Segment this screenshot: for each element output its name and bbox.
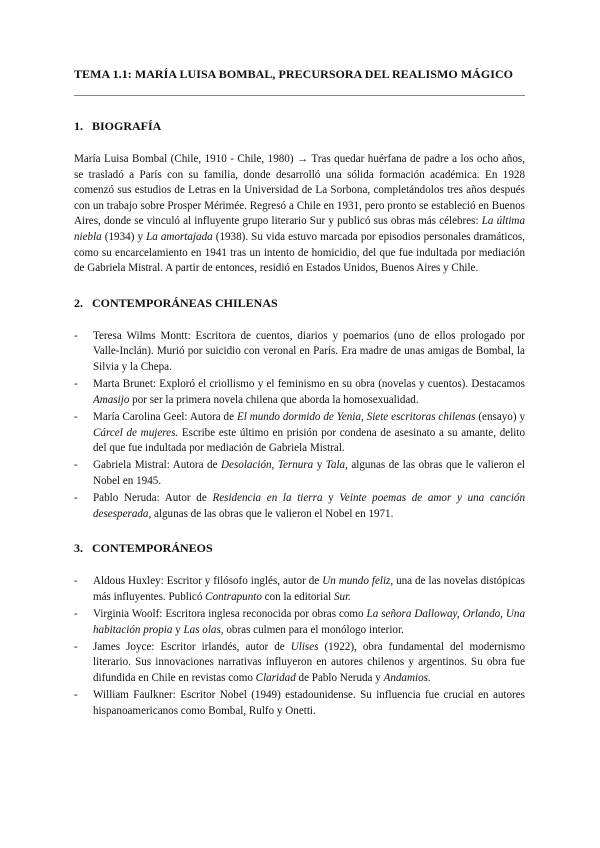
- item-text: Escribe este último en prisión por condena de asesinato a su amante, delito del que fue indultada por mediación de Gabriela Mistral.: [93, 426, 525, 455]
- work-title: Andamios.: [383, 672, 431, 684]
- list-dash: -: [74, 378, 78, 391]
- work-title: Las olas,: [183, 623, 224, 636]
- item-text: con la editorial: [261, 590, 334, 603]
- work-title: Cárcel de mujeres.: [93, 426, 179, 439]
- biography-paragraph: [74, 152, 525, 277]
- section-heading-contemporaneos: [74, 540, 525, 556]
- list-dash: -: [74, 492, 78, 505]
- item-text: obras culmen para el monólogo interior.: [223, 623, 404, 636]
- item-text: Marta Brunet: Exploró el criollismo y el feminismo en su obra (novelas y cuentos). Destacamos: [93, 378, 525, 391]
- work-title: Claridad: [255, 672, 296, 684]
- section-heading-contemporaneas: [74, 295, 525, 311]
- work-title: El mundo dormido de Yenia, Siete escritoras chilenas: [236, 410, 476, 423]
- page-title: TEMA 1.1: MARÍA LUISA BOMBAL, PRECURSORA DEL REALISMO MÁGICO: [74, 67, 514, 81]
- document-page: [74, 66, 525, 721]
- item-text: Teresa Wilms Montt: Escritora de cuentos, diarios y poemarios (uno de ellos prologado por Valle-Inclán). Murió por suicidio con veronal en París. Era madre de unas amigas de Bombal, la Silvia y la Chepa.: [93, 329, 525, 373]
- list-item: [74, 329, 525, 376]
- section-title: BIOGRAFÍA: [92, 119, 162, 133]
- list-dash: -: [74, 410, 78, 423]
- title-divider: [74, 95, 525, 96]
- item-text: (1922), obra fundamental del modernismo literario. Sus innovaciones narrativas influyeron en autores chilenos y argentinos. Su obra fue difundida en Chile en revistas como: [93, 640, 525, 684]
- list-dash: -: [74, 608, 78, 621]
- item-text: María Carolina Geel: Autora de: [93, 410, 237, 423]
- bio-text: María Luisa Bombal (Chile, 1910 - Chile, 1980) → Tras quedar huérfana de padre a los ocho años, se trasladó a París con su familia, donde desarrolló una sólida formación académica. En 1928 comenzó sus estudios de Letras en la Universidad de La Sorbona, completándolos tres años después con un trabajo sobre Prosper Mérimée. Regresó a Chile en 1931, pero pronto se estableció en Buenos Aires, donde se vinculó al influyente grupo literario Sur y publicó sus obras más célebres:: [74, 153, 525, 228]
- list-item: [74, 607, 525, 638]
- bio-text: (1934) y: [101, 230, 147, 243]
- list-dash: -: [74, 459, 78, 472]
- item-text: Virginia Woolf: Escritora inglesa reconocida por obras como: [93, 608, 367, 621]
- list-dash: -: [74, 689, 78, 702]
- item-text: por ser la primera novela chilena que aborda la homosexualidad.: [129, 393, 419, 406]
- list-item: [74, 458, 525, 489]
- work-title: Desolación, Ternura: [221, 459, 314, 472]
- list-item: [74, 640, 525, 687]
- work-title: Amasijo: [93, 393, 130, 406]
- section-number: 1.: [74, 119, 83, 133]
- item-text: James Joyce: Escritor irlandés, autor de: [93, 640, 291, 653]
- list-item: [74, 491, 525, 522]
- section-title: CONTEMPORÁNEOS: [92, 541, 213, 556]
- item-text: algunas de las obras que le valieron el Nobel en 1971.: [151, 507, 394, 520]
- section-heading-biografia: [74, 118, 525, 134]
- list-dash: -: [74, 575, 78, 588]
- list-item: [74, 574, 525, 605]
- contemporaneos-list: [74, 574, 525, 719]
- item-text: y: [313, 459, 326, 472]
- work-title: Sur.: [333, 590, 351, 603]
- list-item: [74, 410, 525, 457]
- list-dash: -: [74, 640, 78, 653]
- work-title: Contrapunto: [205, 590, 262, 603]
- work-title: Veinte poemas de amor y una canción desesperada,: [93, 492, 525, 520]
- list-item: [74, 688, 525, 719]
- list-item: [74, 377, 525, 408]
- item-text: algunas de las obras que le valieron el Nobel en 1945.: [93, 459, 526, 487]
- section-title: CONTEMPORÁNEAS CHILENAS: [92, 295, 278, 310]
- section-number: 3.: [74, 541, 83, 556]
- item-text: Aldous Huxley: Escritor y filósofo inglés, autor de: [93, 575, 323, 588]
- item-text: una de las novelas distópicas más influyentes. Publicó: [93, 575, 525, 603]
- item-text: Pablo Neruda: Autor de: [93, 492, 213, 505]
- item-text: y: [322, 492, 340, 505]
- list-dash: -: [74, 329, 78, 342]
- item-text: y: [172, 623, 184, 636]
- work-title: La señora Dalloway, Orlando, Una habitación propia: [93, 608, 525, 636]
- work-title: Tala,: [325, 459, 348, 472]
- item-text: William Faulkner: Escritor Nobel (1949) estadounidense. Su influencia fue crucial en autores hispanoamericanos como Bombal, Rulfo y Onetti.: [93, 689, 525, 717]
- item-text: (ensayo) y: [475, 410, 525, 423]
- work-title: Un mundo feliz,: [322, 575, 394, 588]
- section-number: 2.: [74, 295, 83, 310]
- work-title: Ulises: [290, 640, 319, 653]
- item-text: Gabriela Mistral: Autora de: [93, 459, 222, 472]
- bio-work-title: La amortajada: [146, 230, 213, 243]
- contemporaneas-list: [74, 329, 525, 523]
- bio-work-title: La última niebla: [74, 215, 525, 243]
- item-text: de Pablo Neruda y: [295, 672, 384, 684]
- bio-text: (1938). Su vida estuvo marcada por episodios personales dramáticos, como su encarcelamiento en 1941 tras un intento de homicidio, del que fue indultada por mediación de Gabriela Mistral. A partir de entonces, residió en Estados Unidos, Buenos Aires y Chile.: [74, 230, 526, 275]
- work-title: Residencia en la tierra: [212, 492, 323, 505]
